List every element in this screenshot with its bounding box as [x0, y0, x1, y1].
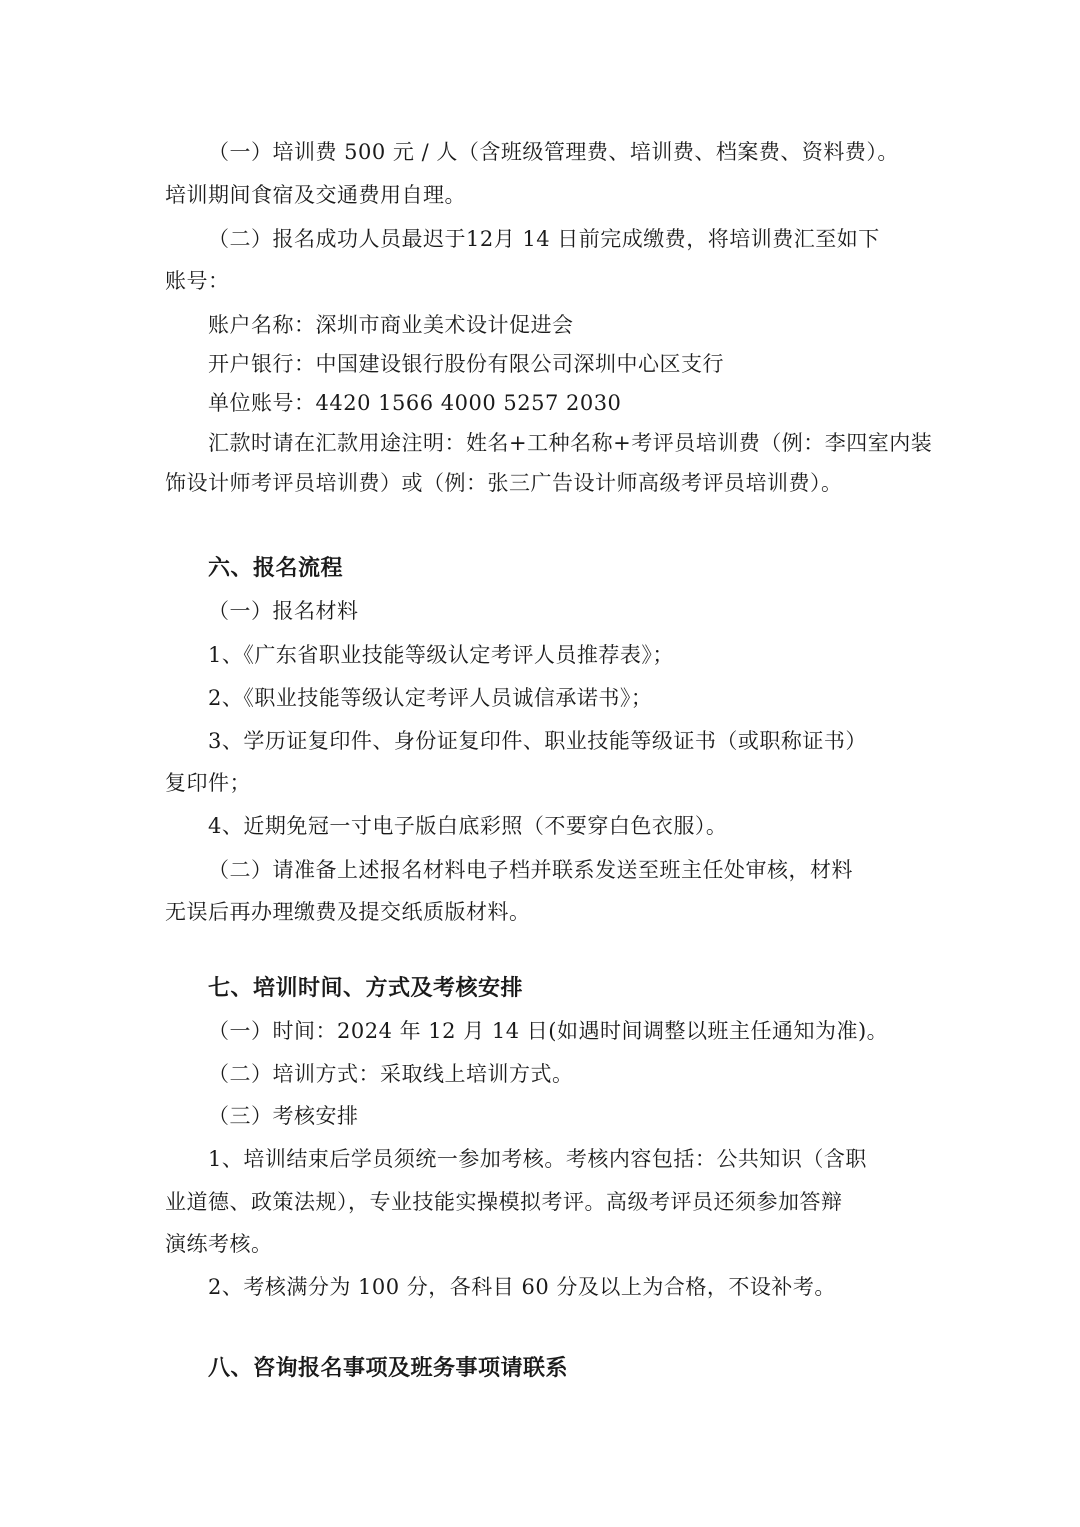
section-heading-contact: 八、咨询报名事项及班务事项请联系: [208, 1356, 569, 1381]
fee-paragraph-line: 培训期间食宿及交通费用自理。: [165, 183, 466, 207]
list-item: （一）时间：2024 年 12 月 14 日(如遇时间调整以班主任通知为准)。: [208, 1019, 889, 1043]
assessment-paragraph-line: 演练考核。: [165, 1232, 273, 1256]
remittance-note-line: 汇款时请在汇款用途注明：姓名+工种名称+考评员培训费（例：李四室内装: [208, 431, 933, 455]
payment-paragraph-line: （二）报名成功人员最迟于12月 14 日前完成缴费，将培训费汇至如下: [208, 227, 880, 251]
list-item: 3、学历证复印件、身份证复印件、职业技能等级证书（或职称证书）: [208, 729, 867, 753]
review-paragraph-line: （二）请准备上述报名材料电子档并联系发送至班主任处审核，材料: [208, 858, 853, 882]
account-number: 单位账号：4420 1566 4000 5257 2030: [208, 391, 622, 415]
assessment-paragraph-line: 1、培训结束后学员须统一参加考核。考核内容包括：公共知识（含职: [208, 1147, 867, 1171]
list-item: （一）报名材料: [208, 599, 359, 623]
section-heading-registration: 六、报名流程: [208, 556, 344, 581]
list-item: （二）培训方式：采取线上培训方式。: [208, 1062, 574, 1086]
list-item: （三）考核安排: [208, 1104, 359, 1128]
list-item: 复印件；: [165, 771, 251, 795]
list-item: 4、近期免冠一寸电子版白底彩照（不要穿白色衣服）。: [208, 814, 728, 838]
assessment-paragraph-line: 业道德、政策法规），专业技能实操模拟考评。高级考评员还须参加答辩: [165, 1190, 843, 1214]
section-heading-training: 七、培训时间、方式及考核安排: [208, 976, 524, 1001]
payment-paragraph-line: 账号：: [165, 269, 230, 293]
review-paragraph-line: 无误后再办理缴费及提交纸质版材料。: [165, 900, 531, 924]
remittance-note-line: 饰设计师考评员培训费）或（例：张三广告设计师高级考评员培训费）。: [165, 471, 843, 495]
list-item: 2、《职业技能等级认定考评人员诚信承诺书》；: [208, 686, 653, 710]
account-name: 账户名称：深圳市商业美术设计促进会: [208, 313, 574, 337]
list-item: 2、考核满分为 100 分，各科目 60 分及以上为合格，不设补考。: [208, 1275, 836, 1299]
account-bank: 开户银行：中国建设银行股份有限公司深圳中心区支行: [208, 352, 724, 376]
list-item: 1、《广东省职业技能等级认定考评人员推荐表》；: [208, 643, 674, 667]
fee-paragraph-line: （一）培训费 500 元 / 人（含班级管理费、培训费、档案费、资料费）。: [208, 140, 899, 164]
